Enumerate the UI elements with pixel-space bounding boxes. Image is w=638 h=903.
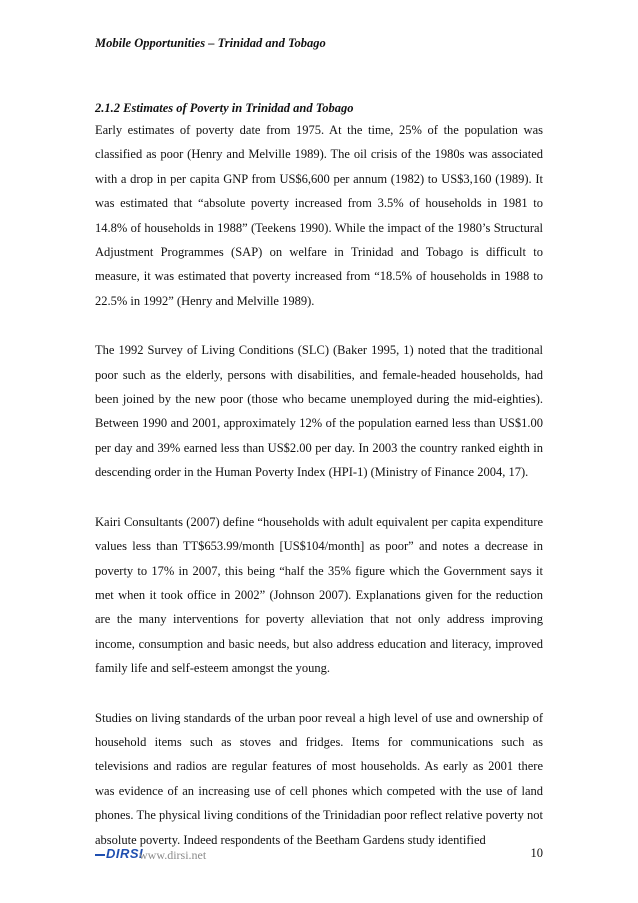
section-title: 2.1.2 Estimates of Poverty in Trinidad and Tobago [95, 101, 354, 115]
page-footer [95, 842, 543, 866]
dirsi-logo [95, 846, 143, 861]
paragraph-3: Kairi Consultants (2007) define “households with adult equivalent per capita expenditure values less than TT$653.99/month [US$104/month] as poor” and notes a decrease in poverty to 17% in 2007, this being “half the 35% figure which the Government says it met when it took office in 2002” (Johnson 2007). Explanations given for the reduction are the many interventions for poverty alleviation that not only address improving income, consumption and basic needs, but also address education and literacy, improved family life and self-esteem amongst the young. [95, 514, 543, 676]
paragraph-1: Early estimates of poverty date from 1975. At the time, 25% of the population was classified as poor (Henry and Melville 1989). The oil crisis of the 1980s was associated with a drop in per capita GNP from US$6,600 per annum (1982) to US$3,160 (1989). It was estimated that “absolute poverty increased from 3.5% of households in 1981 to 14.8% of households in 1988” (Teekens 1990). While the impact of the 1980’s Structural Adjustment Programmes (SAP) on welfare in Trinidad and Tobago is difficult to measure, it was estimated that poverty increased from “18.5% of households in 1988 to 22.5% in 1992” (Henry and Melville 1989). [95, 123, 543, 308]
page-content [95, 98, 543, 877]
page-number: 10 [530, 846, 543, 860]
paragraph-2: The 1992 Survey of Living Conditions (SLC) (Baker 1995, 1) noted that the traditional poor such as the elderly, persons with disabilities, and female-headed households, had been joined by the new poor (those who became unemployed during the mid-eighties). Between 1990 and 2001, approximately 12% of the population earned less than US$1.00 per day and 39% earned less than US$2.00 per day. In 2003 the country ranked eighth in descending order in the Human Poverty Index (HPI-1) (Ministry of Finance 2004, 17). [95, 343, 543, 480]
logo-text: DIRSI [106, 846, 144, 861]
footer-url[interactable]: www.dirsi.net [139, 848, 207, 862]
logo-bar-icon [95, 854, 105, 856]
running-header: Mobile Opportunities – Trinidad and Tobago [95, 36, 326, 50]
paragraph-4: Studies on living standards of the urban poor reveal a high level of use and ownership of household items such as stoves and fridges. Items for communications such as televisions and radios are regular features of most households. As early as 2001 there was evidence of an increasing use of cell phones which competed with the use of land phones. The physical living conditions of the Trinidadian poor reflect relative poverty not absolute poverty. Indeed respondents of the Beetham Gardens study identified [95, 710, 543, 847]
